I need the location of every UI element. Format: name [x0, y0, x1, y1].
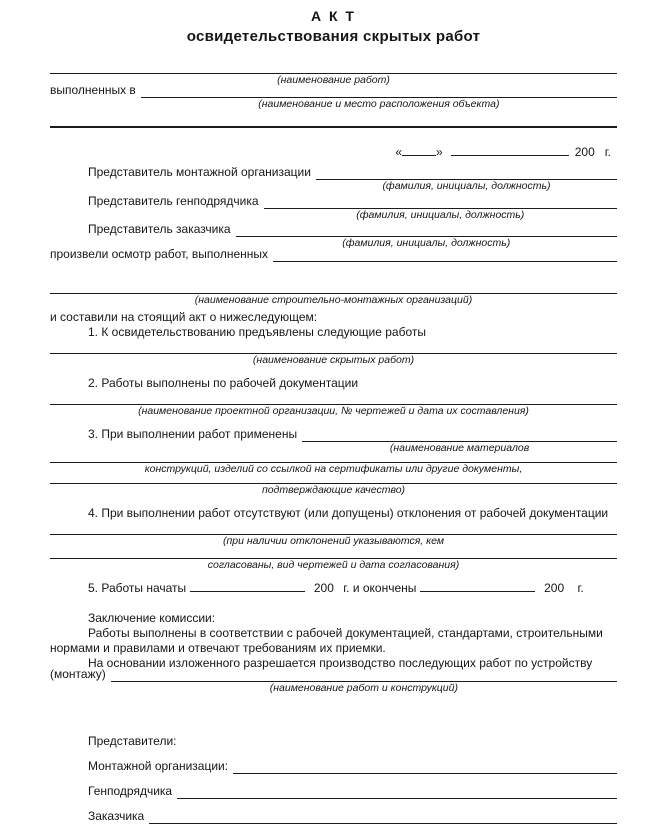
- item4-blank: [50, 523, 617, 535]
- item5-year2: 200: [544, 581, 565, 595]
- item4-text: 4. При выполнении работ отсутствуют (или допущены) отклонения от рабочей документации: [88, 506, 609, 520]
- quote-open: «: [395, 145, 403, 159]
- item5-year1: 200: [313, 581, 334, 595]
- separator-rule: [50, 126, 617, 128]
- quote-close: »: [436, 145, 443, 159]
- item3-caption-row: [50, 442, 617, 456]
- item3-blank-2: [50, 456, 617, 463]
- signature-customer-label: Заказчика: [88, 809, 145, 823]
- inspected-label: произвели осмотр работ, выполненных: [50, 247, 268, 261]
- item5-mid: г. и окончены: [343, 581, 417, 595]
- item3-caption-3: подтверждающие качество): [261, 484, 406, 496]
- item4-caption-2: согласованы, вид чертежей и дата согласования): [207, 559, 460, 571]
- signature-contractor-row: [50, 786, 617, 799]
- start-date-blank: [190, 581, 305, 592]
- item1-text: 1. К освидетельствованию предъявлены следующие работы: [88, 325, 427, 339]
- montage-caption: (наименование работ и конструкций): [269, 682, 458, 694]
- inspected-blank: [273, 260, 617, 262]
- conclusion-paragraph-2: На основании изложенного разрешается производство последующих работ по устройству: [88, 656, 593, 670]
- item1-caption: (наименование скрытых работ): [252, 354, 415, 366]
- works-name-caption: (наименование работ): [277, 74, 390, 86]
- item2-text: 2. Работы выполнены по рабочей документации: [88, 376, 359, 390]
- object-caption-row: [50, 98, 617, 112]
- orgs-caption: (наименование строительно-монтажных организаций): [194, 294, 473, 306]
- signature-customer-row: [50, 811, 617, 824]
- item5-end: г.: [577, 581, 584, 595]
- signature-montage-label: Монтажной организации:: [88, 759, 229, 773]
- rep-customer-caption: (фамилия, инициалы, должность): [342, 237, 511, 249]
- montage-row: [50, 667, 617, 682]
- orgs-blank: [50, 282, 617, 294]
- item3-label: 3. При выполнении работ применены: [88, 427, 298, 441]
- montage-label: (монтажу): [50, 667, 106, 681]
- item3-caption-1: (наименование материалов: [389, 442, 530, 454]
- performed-in-label: выполненных в: [50, 83, 136, 97]
- date-year-suffix: г.: [604, 145, 611, 159]
- performed-in-row: [50, 83, 617, 98]
- document-title: А К Т: [311, 8, 356, 24]
- item5-prefix: 5. Работы начаты: [88, 581, 187, 595]
- rep-montage-row: [50, 166, 617, 180]
- rep-montage-caption-row: [50, 180, 617, 194]
- signature-customer-blank: [149, 822, 617, 824]
- rep-montage-label: Представитель монтажной организации: [88, 165, 311, 179]
- item4-blank-2: [50, 547, 617, 559]
- conclusion-paragraph-1: Работы выполнены в соответствии с рабочей документацией, стандартами, строительными нормами и правилами и отвечают требованиям их приемки.: [50, 626, 603, 655]
- rep-contractor-label: Представитель генподрядчика: [88, 194, 259, 208]
- signature-contractor-label: Генподрядчика: [88, 784, 173, 798]
- conclusion-heading: Заключение комиссии:: [88, 611, 216, 625]
- date-day-blank: [402, 145, 436, 156]
- signature-montage-row: [50, 761, 617, 774]
- item3-row: [50, 427, 617, 442]
- item1-blank: [50, 342, 617, 354]
- montage-caption-row: [50, 682, 617, 696]
- composed-text: и составили на стоящий акт о нижеследующем:: [50, 310, 318, 324]
- date-year: 200: [574, 145, 595, 159]
- rep-customer-label: Представитель заказчика: [88, 222, 231, 236]
- item4-caption-1: (при наличии отклонений указываются, кем: [222, 535, 445, 547]
- rep-montage-caption: (фамилия, инициалы, должность): [382, 180, 551, 192]
- signature-contractor-blank: [177, 797, 617, 799]
- item3-caption-2: конструкций, изделий со ссылкой на сертификаты или другие документы,: [144, 463, 523, 475]
- document-subtitle: освидетельствования скрытых работ: [186, 28, 481, 45]
- date-row: [50, 144, 611, 160]
- rep-contractor-row: [50, 195, 617, 209]
- works-name-blank: [50, 46, 617, 74]
- rep-contractor-caption-row: [50, 209, 617, 223]
- rep-customer-row: [50, 223, 617, 237]
- inspected-row: [50, 247, 617, 262]
- item5-row: [50, 581, 617, 597]
- rep-contractor-caption: (фамилия, инициалы, должность): [356, 209, 525, 221]
- date-month-blank: [451, 145, 569, 156]
- signatures-heading: Представители:: [88, 734, 177, 748]
- item3-blank-3: [50, 475, 617, 484]
- item2-blank: [50, 393, 617, 405]
- end-date-blank: [420, 581, 535, 592]
- signature-montage-blank: [233, 772, 617, 774]
- object-caption: (наименование и место расположения объекта): [258, 98, 500, 110]
- item2-caption: (наименование проектной организации, № чертежей и дата их составления): [138, 405, 529, 417]
